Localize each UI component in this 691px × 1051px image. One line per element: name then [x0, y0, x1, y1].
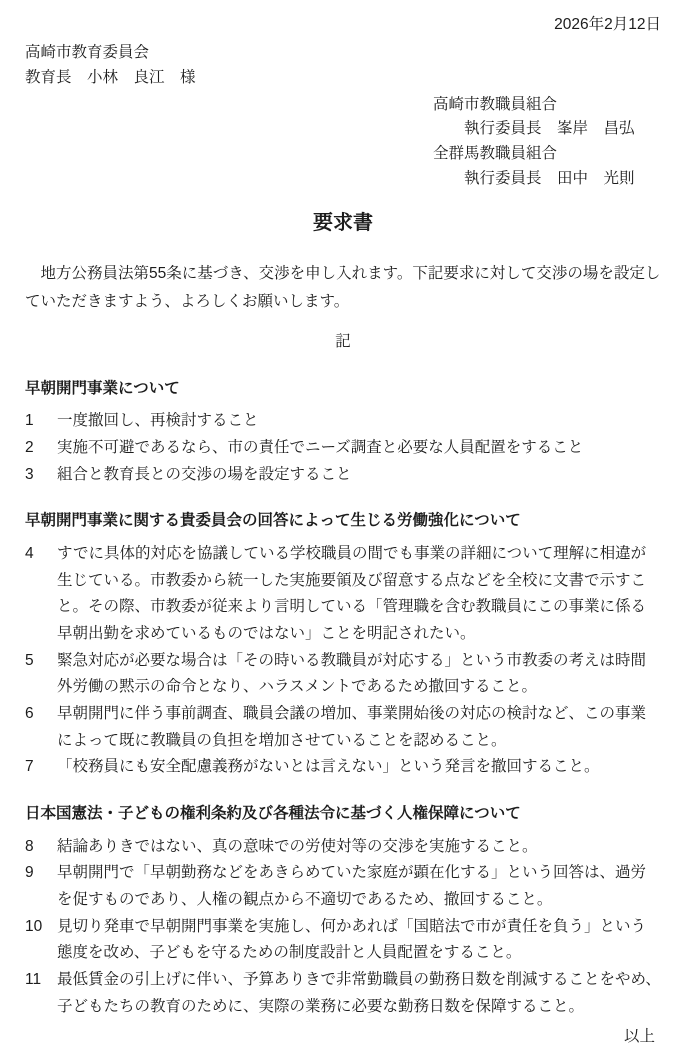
document-date: 2026年2月12日 — [554, 16, 661, 33]
item-text: 緊急対応が必要な場合は「その時いる教職員が対応する」という市教委の考えは時間外労働の黙示の命令となり、ハラスメントであるため撤回すること。 — [57, 651, 647, 696]
sender-org-1: 高崎市教職員組合 — [433, 95, 558, 113]
item-text: 早朝開門に伴う事前調査、職員会議の増加、事業開始後の対応の検討など、この事業によって既に教職員の負担を増加させていることを認めること。 — [57, 705, 647, 749]
item-text: 結論ありきではない、真の意味での労使対等の交渉を実施すること。 — [57, 837, 538, 855]
list-item — [25, 435, 661, 462]
item-text: 組合と教育長との交渉の場を設定すること — [57, 465, 352, 483]
list-item — [25, 462, 661, 489]
list-item — [25, 834, 661, 861]
list-item — [25, 701, 661, 754]
list-item — [25, 541, 661, 648]
item-text: 最低賃金の引上げに伴い、予算ありきで非常勤職員の勤務日数を削減することをやめ、子どもたちの教育のために、実際の業務に必要な勤務日数を保障すること。 — [57, 971, 661, 1015]
list-item — [25, 648, 661, 701]
item-text: 実施不可避であるなら、市の責任でニーズ調査と必要な人員配置をすること — [57, 438, 584, 456]
item-number: 11 — [25, 971, 42, 989]
item-text: 「校務員にも安全配慮義務がないとは言えない」という発言を撤回すること。 — [57, 758, 600, 776]
item-text: 一度撤回し、再検討すること — [57, 412, 259, 430]
sender-org-2: 全群馬教職員組合 — [433, 145, 558, 163]
list-item — [25, 754, 661, 781]
sender-block — [25, 93, 661, 192]
item-number: 2 — [25, 438, 34, 456]
list-item — [25, 860, 661, 913]
item-text: すでに具体的対応を協議している学校職員の間でも事業の詳細について理解に相違が生じている。市教委から統一した実施要領及び留意する点などを全校に文書で示すこと。その際、市教委が従来より言明している「管理職を含む教職員にこの事業に係る早朝出勤を求めているものではない」ことを明記されたい。 — [57, 545, 647, 643]
sender-representative-1: 執行委員長 峯岸 昌弘 — [464, 120, 635, 138]
section-heading-1: 早朝開門事業について — [25, 379, 180, 397]
item-number: 6 — [25, 705, 34, 722]
recipient-org: 高崎市教育委員会 — [25, 44, 150, 62]
recipient-person: 教育長 小林 良江 様 — [25, 69, 196, 87]
section-heading-3: 日本国憲法・子どもの権利条約及び各種法令に基づく人権保障について — [25, 804, 521, 822]
intro-paragraph: 地方公務員法第55条に基づき、交渉を申し入れます。下記要求に対して交渉の場を設定していただきますよう、よろしくお願いします。 — [25, 264, 661, 310]
item-number: 3 — [25, 465, 34, 483]
item-number: 5 — [25, 651, 34, 669]
item-number: 8 — [25, 837, 34, 855]
recipient-block — [25, 40, 661, 90]
item-text: 見切り発車で早朝開門事業を実施し、何かあれば「国賠法で市が責任を負う」という態度を改め、子どもを守るための制度設計と人員配置をすること。 — [57, 917, 647, 962]
item-number: 9 — [25, 864, 34, 882]
item-number: 4 — [25, 545, 34, 563]
item-number: 1 — [25, 412, 34, 430]
closing-marker: 以上 — [623, 1028, 655, 1046]
item-number: 10 — [25, 917, 43, 935]
sender-representative-2: 執行委員長 田中 光則 — [464, 169, 635, 187]
ki-marker: 記 — [335, 333, 351, 351]
item-text: 早朝開門で「早朝勤務などをあきらめていた家庭が顕在化する」という回答は、過労を促すものであり、人権の観点から不適切であるため、撤回すること。 — [57, 864, 647, 909]
document-title: 要求書 — [313, 211, 373, 234]
section-heading-2: 早朝開門事業に関する貴委員会の回答によって生じる労働強化について — [25, 512, 521, 530]
list-item — [25, 408, 661, 435]
list-item — [25, 967, 661, 1020]
list-item — [25, 914, 661, 967]
item-number: 7 — [25, 758, 34, 776]
